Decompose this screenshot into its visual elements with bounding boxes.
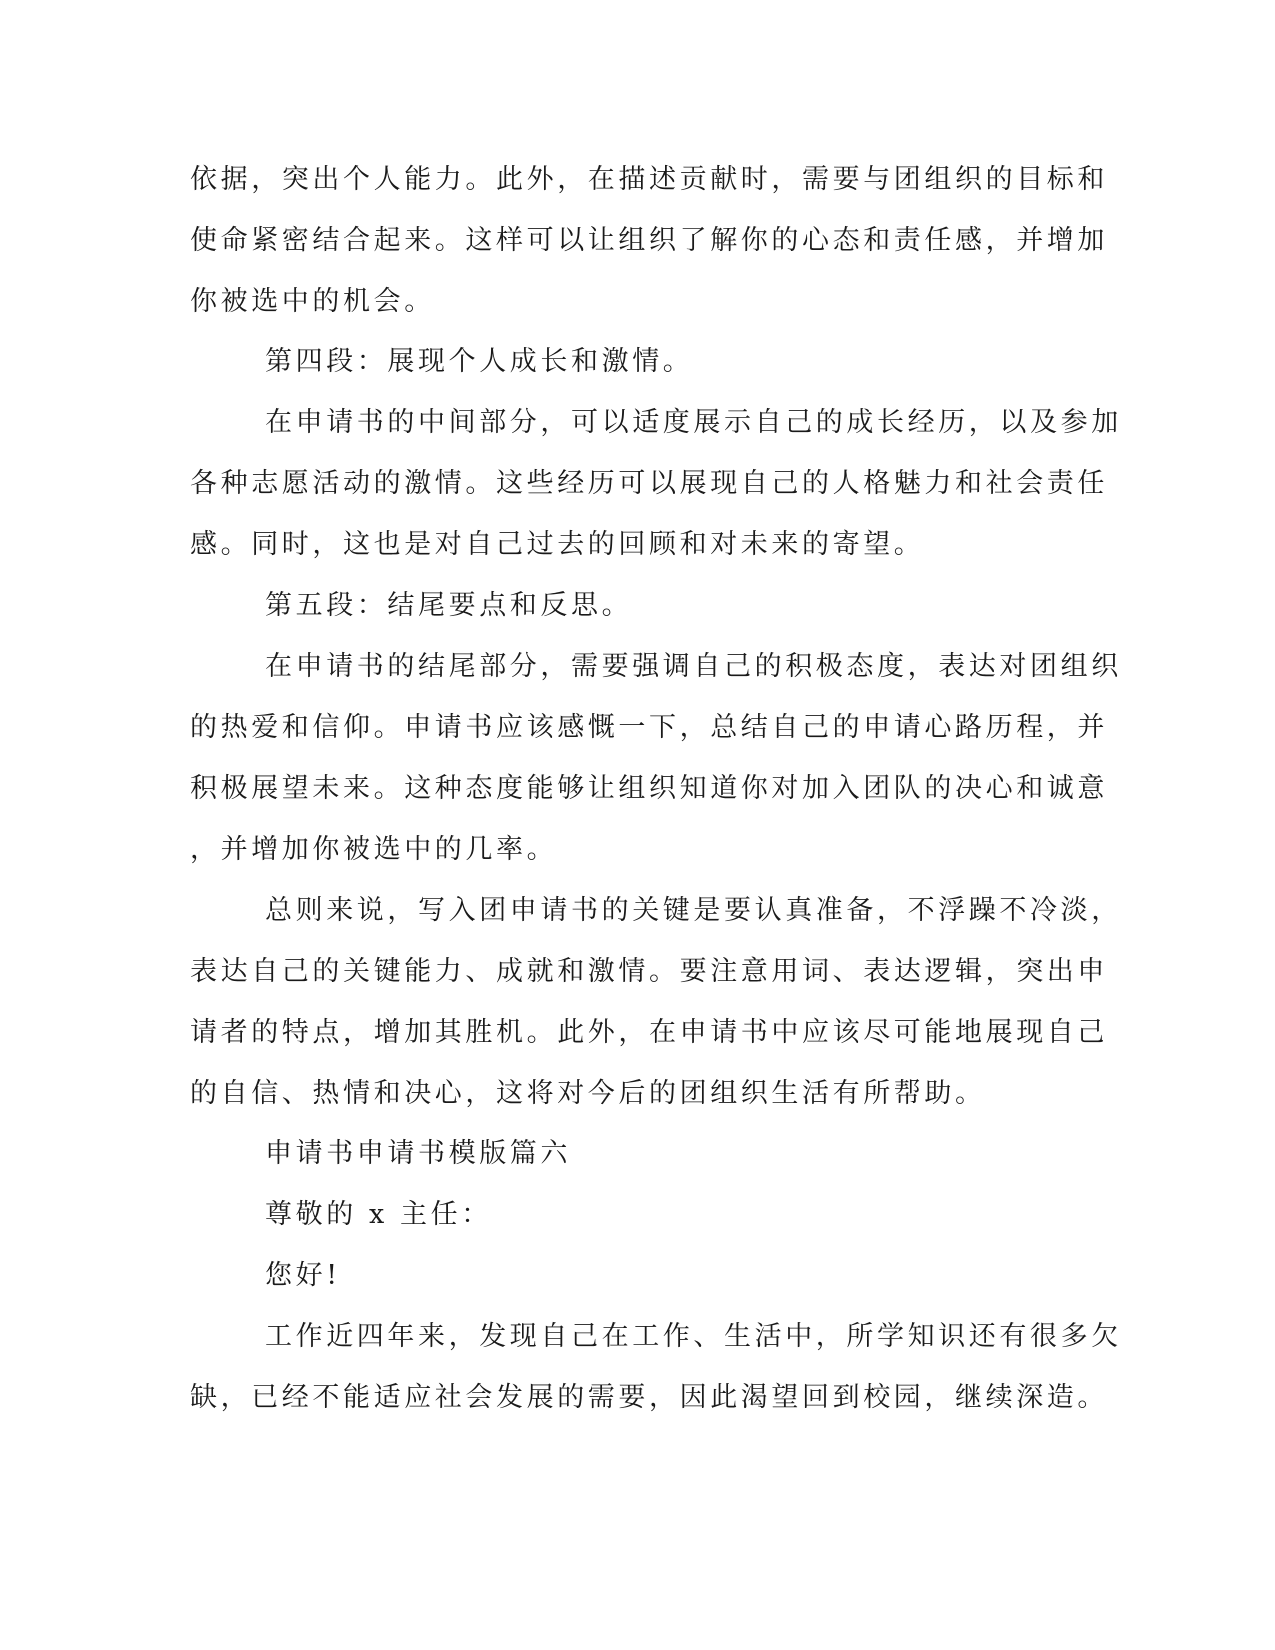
paragraph-line: 你被选中的机会。 — [190, 286, 435, 317]
paragraph-line: 在申请书的中间部分，可以适度展示自己的成长经历，以及参加 — [265, 407, 1122, 438]
section-heading: 第五段：结尾要点和反思。 — [265, 590, 633, 621]
paragraph-line: 感。同时，这也是对自己过去的回顾和对未来的寄望。 — [190, 529, 925, 560]
paragraph-line: 各种志愿活动的激情。这些经历可以展现自己的人格魅力和社会责任 — [190, 468, 1108, 499]
salutation: 尊敬的 x 主任： — [265, 1199, 492, 1230]
paragraph-line: 工作近四年来，发现自己在工作、生活中，所学知识还有很多欠 — [265, 1321, 1122, 1352]
paragraph-line: 使命紧密结合起来。这样可以让组织了解你的心态和责任感，并增加 — [190, 225, 1108, 256]
section-heading: 申请书申请书模版篇六 — [265, 1138, 571, 1169]
paragraph-line: 表达自己的关键能力、成就和激情。要注意用词、表达逻辑，突出申 — [190, 956, 1108, 987]
paragraph-line: 依据，突出个人能力。此外，在描述贡献时，需要与团组织的目标和 — [190, 164, 1108, 195]
paragraph-line: 的自信、热情和决心，这将对今后的团组织生活有所帮助。 — [190, 1078, 986, 1109]
paragraph-line: 总则来说，写入团申请书的关键是要认真准备，不浮躁不冷淡， — [265, 895, 1122, 926]
paragraph-line: ，并增加你被选中的几率。 — [190, 834, 558, 865]
paragraph-line: 的热爱和信仰。申请书应该感慨一下，总结自己的申请心路历程，并 — [190, 712, 1108, 743]
greeting: 您好! — [265, 1260, 341, 1291]
section-heading: 第四段：展现个人成长和激情。 — [265, 346, 694, 377]
paragraph-line: 缺，已经不能适应社会发展的需要，因此渴望回到校园，继续深造。 — [190, 1382, 1108, 1413]
paragraph-line: 积极展望未来。这种态度能够让组织知道你对加入团队的决心和诚意 — [190, 773, 1108, 804]
paragraph-line: 请者的特点，增加其胜机。此外，在申请书中应该尽可能地展现自己 — [190, 1017, 1108, 1048]
paragraph-line: 在申请书的结尾部分，需要强调自己的积极态度，表达对团组织 — [265, 651, 1122, 682]
